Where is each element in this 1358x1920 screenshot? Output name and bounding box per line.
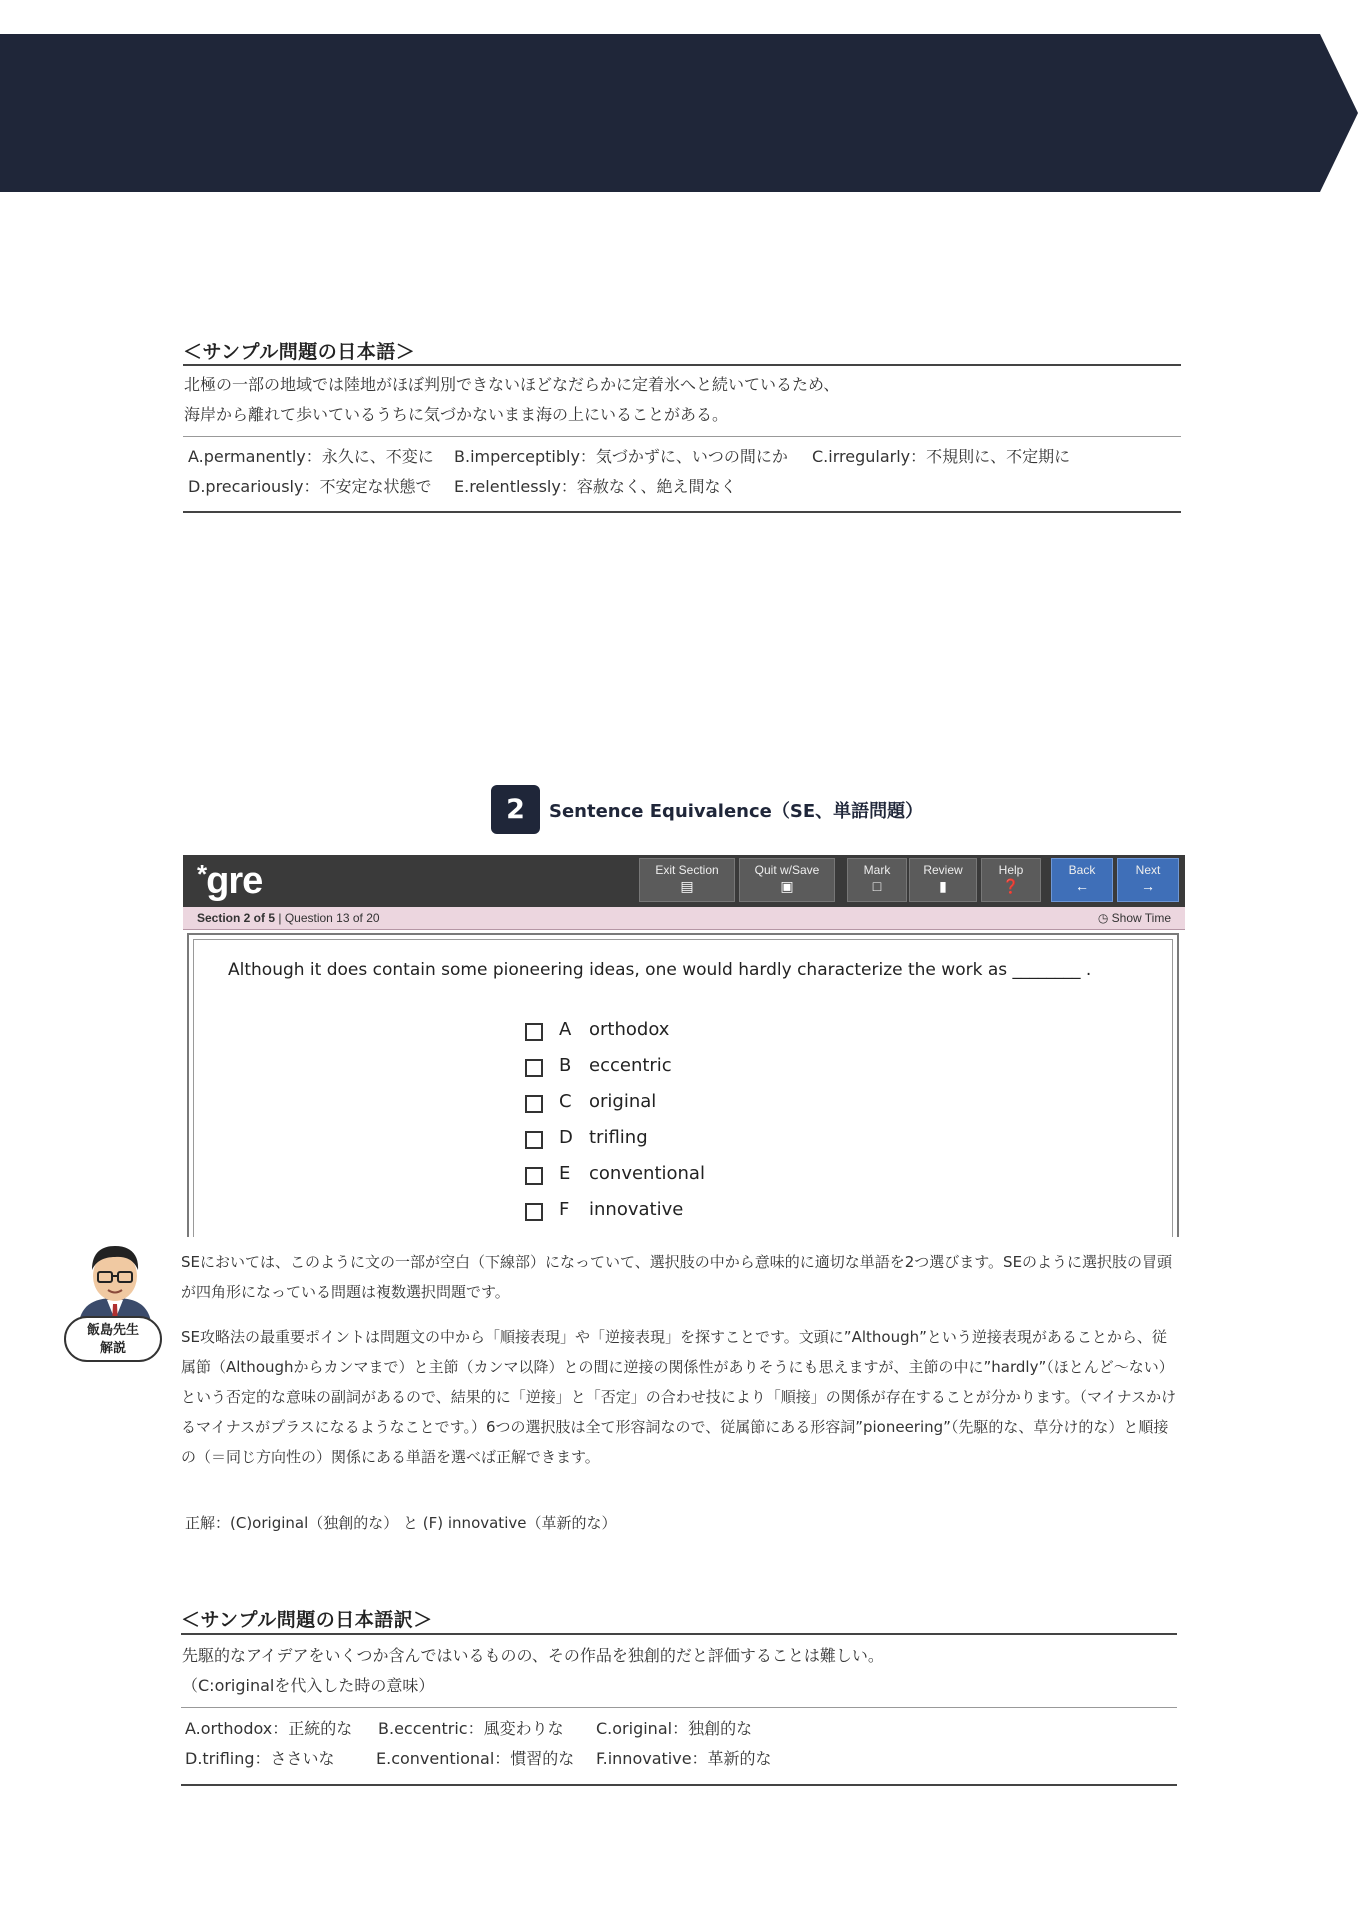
help-button[interactable] [981, 858, 1041, 902]
section3-rule-bottom [181, 1784, 1177, 1786]
bookmark-icon: ▮ [939, 878, 947, 894]
choice-item: A.orthodox：正統的な [185, 1719, 353, 1738]
next-button[interactable] [1117, 858, 1179, 902]
section1-line: 海岸から離れて歩いているうちに気づかないまま海の上にいることがある。 [184, 405, 729, 424]
back-label: Back [1068, 863, 1096, 877]
gre-logo: *gre [197, 859, 263, 902]
gre-toolbar [183, 855, 1185, 907]
next-label: Next [1135, 863, 1161, 877]
door-icon: ▤ [680, 878, 694, 894]
choice-item: C.original：独創的な [596, 1719, 753, 1738]
section3-line: 先駆的なアイデアをいくつか含んではいるものの、その作品を独創的だと評価することは難しい。 [182, 1646, 884, 1665]
checkbox[interactable] [525, 1167, 543, 1185]
quit-save-button[interactable] [739, 858, 835, 902]
checkbox[interactable] [525, 1203, 543, 1221]
option-word: orthodox [589, 1019, 670, 1040]
section3-heading: ＜サンプル問題の日本語訳＞ [181, 1609, 433, 1631]
option-letter: D [559, 1127, 573, 1148]
section1-rule-top [183, 364, 1181, 366]
option-letter: E [559, 1163, 571, 1184]
review-label: Review [923, 863, 963, 877]
option-word: eccentric [589, 1055, 672, 1076]
choice-item: F.innovative：革新的な [596, 1749, 772, 1768]
quit-save-label: Quit w/Save [754, 863, 820, 877]
explanation-paragraph-1: SEにおいては、このように文の一部が空白（下線部）になっていて、選択肢の中から意味的に適切な単語を2つ選びます。SEのように選択肢の冒頭が四角形になっている問題は複数選択問題です。 [181, 1253, 1173, 1301]
section3-choices [0, 1714, 1358, 1776]
question-number: | Question 13 of 20 [275, 911, 380, 925]
choice-item: C.irregularly：不規則に、不定期に [812, 447, 1071, 466]
teacher-name: 飯島先生 [86, 1323, 139, 1338]
help-label: Help [998, 863, 1024, 877]
section3-text [182, 1641, 884, 1701]
gre-question-inner [193, 939, 1173, 1237]
section1-heading: ＜サンプル問題の日本語＞ [183, 341, 416, 363]
answer-line: 正解：(C)original（独創的な） と (F) innovative（革新的な） [185, 1514, 617, 1532]
exit-section-label: Exit Section [655, 863, 719, 877]
option-word: trifling [589, 1127, 648, 1148]
choice-item: E.relentlessly：容赦なく、絶え間なく [454, 477, 737, 496]
choice-item: E.conventional：慣習的な [376, 1749, 575, 1768]
option-word: original [589, 1091, 657, 1112]
header-banner [0, 34, 1358, 192]
choice-item: D.trifling：ささいな [185, 1749, 335, 1768]
section1-choices [0, 442, 1358, 504]
teacher-caption: 解説 [99, 1341, 126, 1356]
show-time-button[interactable] [1098, 911, 1171, 925]
show-time-label: Show Time [1111, 911, 1171, 925]
option-word: conventional [589, 1163, 705, 1184]
question-text: Although it does contain some pioneering ideas, one would hardly characterize the work as ________ . [228, 960, 1092, 980]
checkbox[interactable] [525, 1059, 543, 1077]
option-word: innovative [589, 1199, 684, 1220]
choice-item: B.imperceptibly：気づかずに、いつの間にか [454, 447, 788, 466]
arrow-left-icon: ← [1075, 878, 1089, 894]
question-icon: ❓ [1002, 878, 1020, 894]
section3-line: （C:originalを代入した時の意味） [182, 1676, 435, 1695]
option-letter: A [559, 1019, 572, 1040]
arrow-right-icon: → [1141, 878, 1155, 894]
mark-button[interactable] [847, 858, 907, 902]
checkbox-icon: □ [872, 878, 882, 894]
choice-item: B.eccentric：風変わりな [378, 1719, 564, 1738]
option-letter: B [559, 1055, 572, 1076]
choice-item: A.permanently：永久に、不変に [188, 447, 434, 466]
clock-icon: ◷ [1097, 911, 1109, 925]
checkbox[interactable] [525, 1095, 543, 1113]
option-letter: C [559, 1091, 572, 1112]
back-button[interactable] [1051, 858, 1113, 902]
gre-screenshot [183, 855, 1185, 1237]
section3-rule-top [181, 1633, 1177, 1635]
option-letter: F [559, 1199, 570, 1220]
section2-title: Sentence Equivalence（SE、単語問題） [549, 801, 924, 822]
save-icon: ▣ [780, 878, 794, 894]
explanation-paragraph-2: SE攻略法の最重要ポイントは問題文の中から「順接表現」や「逆接表現」を探すことです。文頭に”Although”という逆接表現があることから、従属節（Althoughからカンマまで）と主節（カンマ以降）との間に逆接の関係性がありそうにも思えますが、主節の中に”hardly”（ほとんど～ない）という否定的な意味の副詞があるので、結果的に「逆接」と「否定」の合わせ技により「順接」の関係が存在することが分かります。（マイナスかけるマイナスがプラスになるようなことです。）6つの選択肢は全て形容詞なので、従属節にある形容詞”pioneering”（先駆的な、草分け的な）と順接の（＝同じ方向性の）関係にある単語を選べば正解できます。 [181, 1328, 1177, 1466]
section1-rule-mid [183, 436, 1181, 437]
exit-section-button[interactable] [639, 858, 735, 902]
gre-question-panel [187, 933, 1179, 1237]
checkbox[interactable] [525, 1023, 543, 1041]
section1-rule-bottom [183, 511, 1181, 513]
review-button[interactable] [909, 858, 977, 902]
section-number-badge: 2 [491, 785, 540, 834]
section3-rule-mid [181, 1707, 1177, 1708]
choice-item: D.precariously：不安定な状態で [188, 477, 432, 496]
mark-label: Mark [863, 863, 891, 877]
checkbox[interactable] [525, 1131, 543, 1149]
question-progress [197, 911, 380, 925]
section1-line: 北極の一部の地域では陸地がほぼ判別できないほどなだらかに定着氷へと続いているため、 [184, 375, 840, 394]
section-progress: Section 2 of 5 [197, 911, 276, 925]
section1-text [184, 370, 839, 430]
gre-status-bar [183, 907, 1185, 930]
teacher-label [64, 1316, 162, 1362]
